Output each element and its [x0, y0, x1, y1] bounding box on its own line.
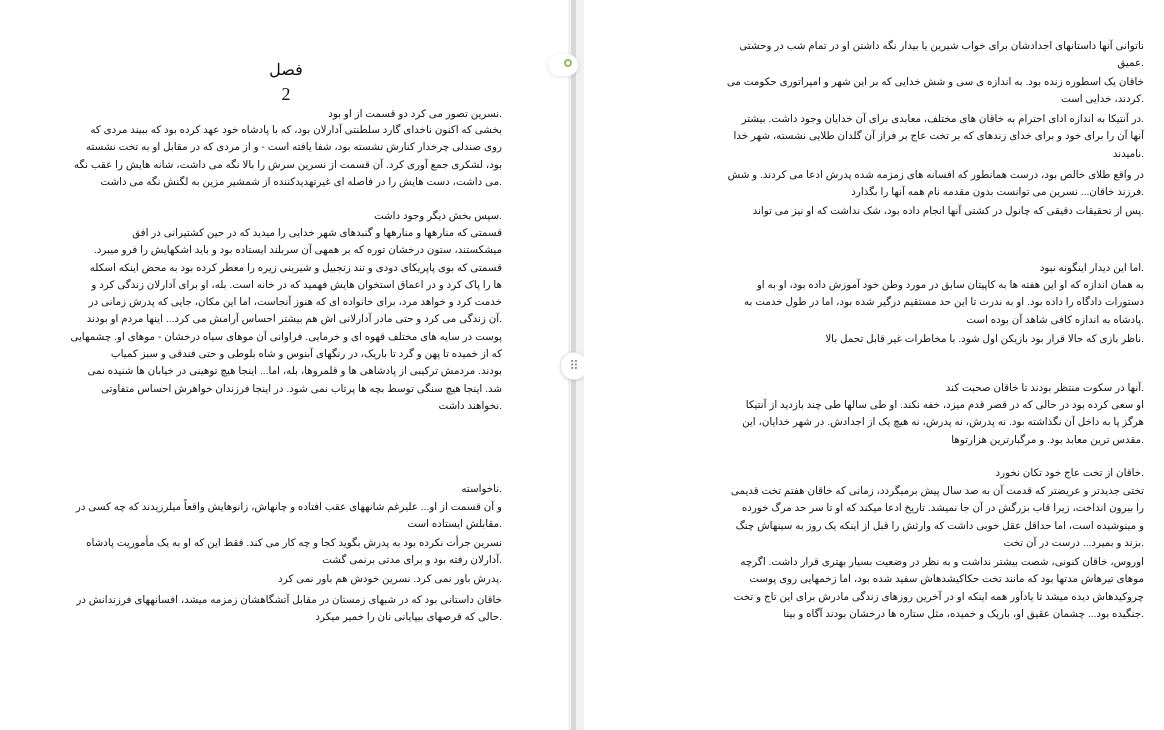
text-line: خاقان یک اسطوره زنده بود. به اندازه ی سی و شش خدایی که بر این شهر و امپراتوری حکومت می — [726, 77, 1144, 88]
text-line: .پدرش باور نمی کرد. نسرین خودش هم باور نمی کرد — [278, 574, 502, 585]
paragraph — [374, 208, 502, 225]
paragraph — [825, 331, 1144, 348]
text-line: تختی جدیدتر و عریضتر که قدمت آن به صد سال پیش برمیگردد، زمانی که خاقان هفتم تخت قدیمی — [730, 486, 1144, 497]
text-line: در واقع طلای خالص بود، درست همانطور که افسانه های زمزمه شده پدرش ادعا می کردند. و شش — [727, 170, 1144, 181]
text-line: چروکیدهاش دیده میشد تا یادآور همه اینکه او در آخرین روزهای زندگی مادرش برای این تاج و تخت — [733, 591, 1144, 603]
text-line: .آن زندگی می کرد و حتی مادر آدارلانی اش هم بیشتر احساس آرامش می کرد... اینها مردم او بودند — [86, 314, 502, 326]
paragraph — [461, 481, 502, 498]
text-line: .عمیق — [1117, 58, 1144, 70]
text-line: و آن قسمت از او... علیرغم شانههای عقب افتاده و چانهاش، زانوهایش واقعاً میلرزیدند که چه کسی در — [75, 502, 502, 513]
text-line: قسمتی که بوی پاپریکای دودی و تند زنجبیل و شیرینی زیره را معطر کرده بود به محض اینکه اسکله — [89, 262, 502, 274]
text-line: .بزند و بمیرد... درست در آن تخت — [1003, 537, 1144, 549]
text-line: خدمت کرد و خواهد مرد، برای خانواده ای که هنوز آنجاست، اما این مکان، جایی که پدرش زمانی در — [88, 297, 502, 309]
paragraph — [996, 465, 1144, 482]
text-line: .اما این دیدار اینگونه نبود — [1039, 263, 1144, 274]
text-line: .در آنتیکا به اندازه ادای احترام به خاقان های مختلف، معابدی برای آن خدایان وجود داشت. بیشتر — [741, 114, 1144, 125]
text-line: ناتوانی آنها داستانهای اجدادشان برای خواب شیرین یا بیدار نگه داشتن او در تمام شب در وحشتی — [739, 41, 1144, 52]
text-line: .پادشاه به اندازه کافی شاهد آن بوده است — [966, 314, 1144, 326]
text-line: موهای تیرهاش مدتها بود که مانند تخت حکاکیشدهاش سفید شده بود، اما زخمهایی روی پوست — [749, 574, 1144, 586]
text-line: بودند. مردمش ترکیبی از پادشاهی ها و قلمروها، بله، اما... اینجا هیچ توهینی در خیابان ها شنیده نمی — [87, 366, 502, 378]
paragraph — [753, 203, 1144, 220]
marker-dot-icon — [564, 59, 572, 67]
text-line: .جنگیده بود... چشمان عقیق او، باریک و خمیده، مثل ستاره ها درخشان بودند آگاه و بینا — [783, 608, 1144, 620]
text-line: .کردند، خدایی است — [1060, 94, 1144, 106]
text-line: دستورات دادگاه را داده بود. او به ندرت تا این حد مستقیم درگیر شده بود، اما در طول خدمت به — [744, 297, 1144, 309]
text-line: .سپس بخش دیگر وجود داشت — [373, 211, 502, 222]
text-line: .نخواهند داشت — [438, 400, 502, 412]
text-line: .نسرین تصور می کرد دو قسمت از او بود — [328, 109, 502, 120]
text-line: به همان اندازه که او این هفته ها به کاپیتان سابق در مورد وطن خود آموزش داده بود، او به او — [756, 280, 1144, 291]
text-line: ها را پاک کرد و در اعماق استخوان هایش فهمید که در خانه است. بله، او برای آدارلان زندگی کرد و — [91, 279, 502, 291]
paragraph — [739, 38, 1144, 73]
paragraph — [76, 592, 502, 627]
paragraph — [1040, 260, 1144, 277]
paragraph — [946, 380, 1144, 397]
chapter-title: فصل — [269, 62, 303, 79]
paragraph — [76, 499, 502, 534]
paragraph — [733, 111, 1144, 163]
text-line: میشکستند، ستون درخشان توره که بر همهی آن سربلند ایستاده بود و باید اشکهایش را فرو میبرد. — [93, 245, 502, 257]
paragraph — [742, 397, 1144, 449]
paragraph — [731, 483, 1144, 552]
text-line: .خاقان از تخت عاج خود تکان نخورد — [995, 468, 1144, 479]
text-line: او سعی کرده بود در حالی که در قصر قدم میزد، خفه نکند. او طی سالها طی چند بازدید از آنتیکا — [745, 400, 1144, 411]
text-line: .ناخواسته — [461, 484, 502, 495]
text-line: .آنها در سکوت منتظر بودند تا خاقان صحبت کند — [945, 383, 1144, 394]
text-line: .ناظر بازی که حالا قرار بود بازیکن اول شود. با مخاطرات غیر قابل تحمل بالا — [825, 334, 1144, 345]
text-line: قسمتی که منارهها و منارهها و گنبدهای شهر خدایی را میدید که در حین کشتیرانی در افق — [132, 228, 502, 239]
paragraph — [328, 106, 502, 123]
text-line: شد. اینجا هیچ سنگی توسط بچه ها پرتاب نمی شود. در اینجا فرزندان خواهرش احساس متفاوتی — [100, 383, 502, 395]
text-line: بخشی که اکنون ناخدای گارد سلطنتی آدارلان بود، که با پادشاه خود عهد کرده بود که ببیند مردی که — [90, 125, 502, 136]
text-line: .مقدس ترین معابد بود. و مرگبارترین هزارتوها — [951, 434, 1144, 446]
scroll-marker[interactable] — [548, 54, 578, 76]
paragraph — [734, 554, 1144, 623]
paragraph — [70, 225, 502, 415]
paragraph — [727, 74, 1144, 109]
text-line: .می داشت، دست هایش را در فاصله ای غیرتهدیدکننده از شمشیر مزین به لگنش نگه می داشت — [100, 176, 502, 188]
text-line: .مقابلش ایستاده است — [407, 519, 502, 531]
paragraph — [74, 122, 502, 191]
drag-handle-icon[interactable]: ⠿ — [560, 352, 588, 380]
right-page — [584, 0, 1164, 730]
text-line: و مینوشیده است، اما حداقل عقل خوبی داشت که وارثش را قبل از اینکه یک روز به سینهاش چنگ — [735, 520, 1144, 532]
chapter-number: 2 — [281, 84, 291, 104]
paragraph — [86, 535, 502, 570]
text-line: .حالی که قرصهای بیپایانی نان را خمیر میکرد — [315, 612, 502, 624]
left-page — [0, 0, 568, 730]
text-line: روی صندلی چرخدار کنارش نشسته بود، شفا یافته است - و از مردی که در مقابل او به تخت نشسته — [85, 142, 502, 154]
text-line: .پس از تحقیقات دقیقی که چانول در کشتی آنها انجام داده بود، شک نداشت که او نیز می تواند — [752, 206, 1144, 217]
text-line: نسرین جرأت نکرده بود به پدرش بگوید کجا و چه کار می کند. فقط این که او به یک مأموریت پادشاه — [86, 538, 502, 549]
text-line: آنها آن را برای خود و برای خدای زندهای که بر تخت عاج بر فراز آن گلدان طلایی نشسته، شهر خدا — [733, 131, 1144, 143]
text-line: .نامیدند — [1112, 148, 1144, 160]
text-line: هرگز پا به داخل آن نگذاشته بود. نه پدرش، نه پدرش، نه هیچ یک از اجدادش. در شهر خدایان، این — [742, 417, 1144, 429]
paragraph — [744, 277, 1144, 329]
text-line: که از خمیده تا پهن و گرد تا باریک، در رنگهای آبنوس و شاه بلوطی و حتی فندقی و سبز کمیاب — [110, 349, 502, 361]
paragraph — [278, 571, 502, 588]
text-line: پوست در سایه های مختلف قهوه ای و خرمایی. فراوانی آن موهای سیاه درخشان - موهای او. چشمهایی — [70, 331, 502, 343]
text-line: .فرزند خاقان... نسرین می توانست بدون مقدمه نام همه آنها را بگذارد — [851, 187, 1144, 199]
text-line: را بیرون انداخت، زیرا قاب بزرگش در آن جا نمیشد. تاریخ ادعا میکند که او تا سر حد مرگ خورده — [741, 503, 1144, 515]
paragraph — [728, 167, 1144, 202]
text-line: خاقان داستانی بود که در شبهای زمستان در مقابل آتشگاهشان زمزمه میشد، افسانههای فرزندانش در — [76, 595, 502, 606]
text-line: .آدارلان رفته بود و برای مدتی برنمی گشت — [322, 555, 502, 567]
page-splitter[interactable] — [568, 0, 584, 730]
text-line: اوروس، خاقان کنونی، شصت بیشتر نداشت و به نظر در وضعیت بسیار بهتری قرار داشت. اگرچه — [740, 557, 1144, 568]
text-line: بود، لشکری جمع آوری کرد. آن قسمت از نسرین سرش را بالا نگه می داشت، شانه هایش را عقب نگه — [73, 159, 502, 171]
